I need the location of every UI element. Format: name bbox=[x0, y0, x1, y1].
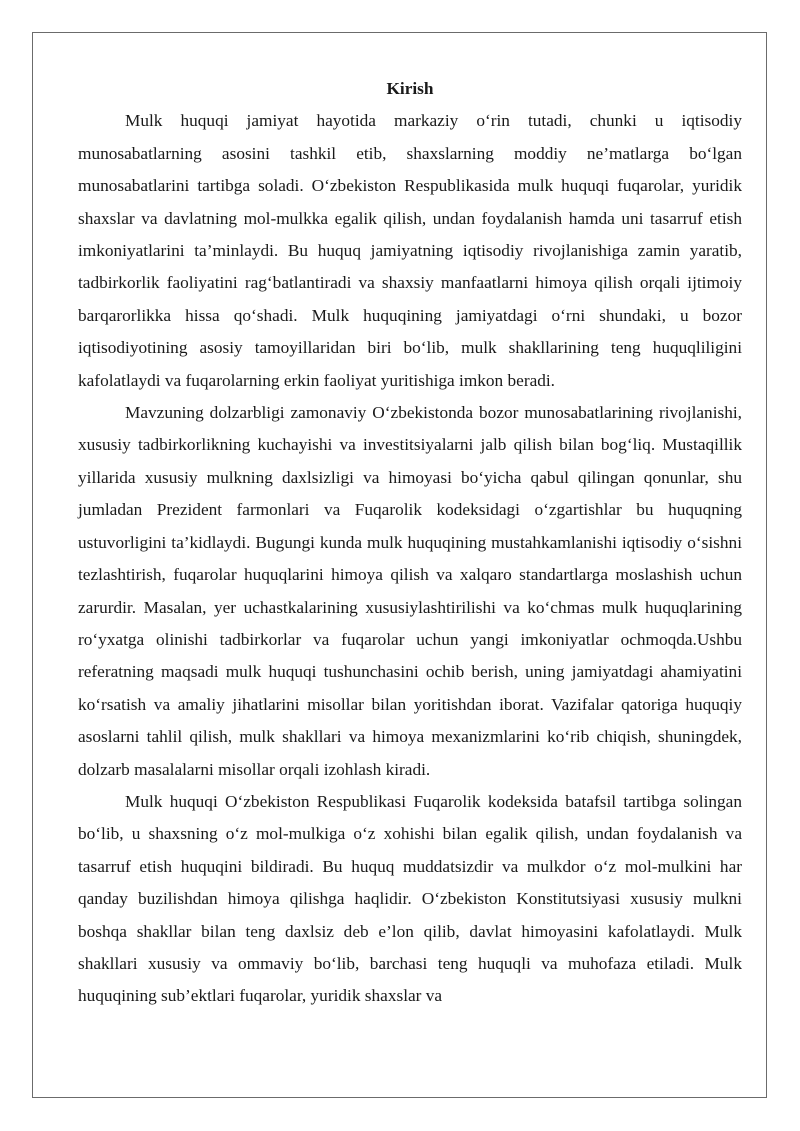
paragraph-relevance: Mavzuning dolzarbligi zamonaviy O‘zbekistonda bozor munosabatlarining rivojlanishi, xususiy tadbirkorlikning kuchayishi va investitsiyalarni jalb qilish bilan bog‘liq. Mustaqillik yillarida xususiy mulkning daxlsizligi va himoyasi bo‘yicha qabul qilingan qonunlar, shu jumladan Prezident farmonlari va Fuqarolik kodeksidagi o‘zgartishlar bu huquqning ustuvorligini ta’kidlaydi. Bugungi kunda mulk huquqining mustahkamlanishi iqtisodiy o‘sishni tezlashtirish, fuqarolar huquqlarini himoya qilish va xalqaro standartlarga moslashish uchun zarurdir. Masalan, yer uchastkalarining xususiylashtirilishi va ko‘chmas mulk huquqlarining ro‘yxatga olinishi tadbirkorlar va fuqarolar uchun yangi imkoniyatlar ochmoqda.Ushbu referatning maqsadi mulk huquqi tushunchasini ochib berish, uning jamiyatdagi ahamiyatini ko‘rsatish va amaliy jihatlarini misollar bilan yoritishdan iborat. Vazifalar qatoriga huquqiy asoslarni tahlil qilish, mulk shakllari va himoya mexanizmlarini ko‘rib chiqish, shuningdek, dolzarb masalalarni misollar orqali izohlash kiradi. bbox=[78, 403, 742, 779]
paragraph-introduction: Mulk huquqi jamiyat hayotida markaziy o‘rin tutadi, chunki u iqtisodiy munosabatlarning asosini tashkil etib, shaxslarning moddiy ne’matlarga bo‘lgan munosabatlarini tartibga soladi. O‘zbekiston Respublikasida mulk huquqi fuqarolar, yuridik shaxslar va davlatning mol-mulkka egalik qilish, undan foydalanish hamda uni tasarruf etish imkoniyatlarini ta’minlaydi. Bu huquq jamiyatning iqtisodiy rivojlanishiga zamin yaratib, tadbirkorlik faoliyatini rag‘batlantiradi va shaxsiy manfaatlarni himoya qilish orqali ijtimoiy barqarorlikka hissa qo‘shadi. Mulk huquqining jamiyatdagi o‘rni shundaki, u bozor iqtisodiyotining asosiy tamoyillaridan biri bo‘lib, mulk shakllarining teng huquqliligini kafolatlaydi va fuqarolarning erkin faoliyat yuritishiga imkon beradi. bbox=[78, 111, 742, 390]
document-body bbox=[78, 73, 742, 1013]
paragraph-legal-basis: Mulk huquqi O‘zbekiston Respublikasi Fuqarolik kodeksida batafsil tartibga solingan bo‘lib, u shaxsning o‘z mol-mulkiga o‘z xohishi bilan egalik qilish, undan foydalanish va tasarruf etish huquqini bildiradi. Bu huquq muddatsizdir va mulkdor o‘z mol-mulkini har qanday buzilishdan himoya qilishga haqlidir. O‘zbekiston Konstitutsiyasi xususiy mulkni boshqa shakllar bilan teng daxlsiz deb e’lon qilib, davlat himoyasini kafolatlaydi. Mulk shakllari xususiy va ommaviy bo‘lib, barchasi teng huquqli va muhofaza etiladi. Mulk huquqining sub’ektlari fuqarolar, yuridik shaxslar va bbox=[78, 791, 742, 1006]
document-title: Kirish bbox=[386, 79, 434, 98]
